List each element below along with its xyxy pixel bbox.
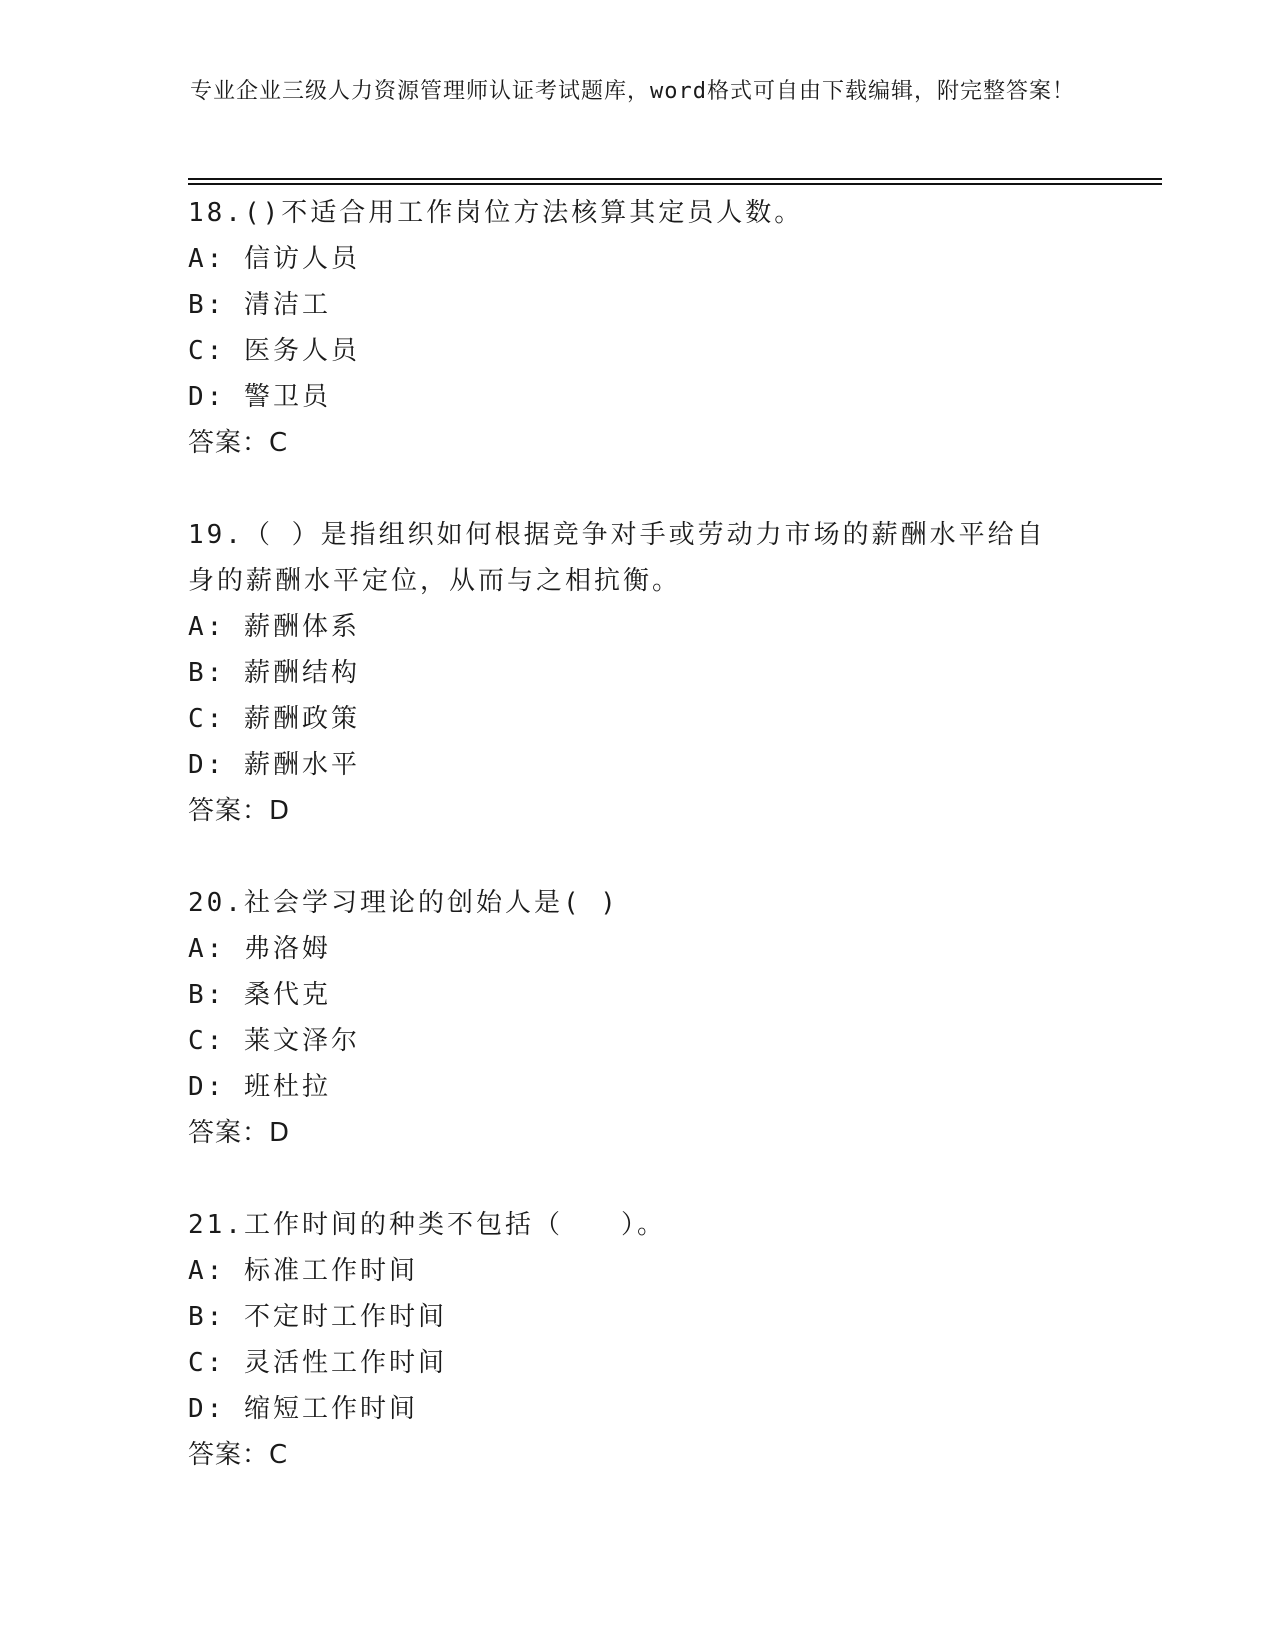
option-d: D: 缩短工作时间 [188,1394,418,1424]
question-20 [188,880,1068,1156]
option-b: B: 薪酬结构 [188,658,360,688]
option-d: D: 警卫员 [188,382,331,412]
option-b: B: 清洁工 [188,290,331,320]
header-divider-bottom [188,183,1162,185]
document-header: 专业企业三级人力资源管理师认证考试题库，word格式可自由下载编辑，附完整答案！ [190,79,1075,104]
option-a: A: 弗洛姆 [188,934,331,964]
question-21 [188,1202,1068,1478]
header-divider-top [188,178,1162,180]
option-a: A: 标准工作时间 [188,1256,418,1286]
option-c: C: 莱文泽尔 [188,1026,360,1056]
option-b: B: 桑代克 [188,980,331,1010]
option-c: C: 薪酬政策 [188,704,360,734]
question-stem: 21.工作时间的种类不包括（ ）。 [188,1210,666,1240]
question-list [188,190,1068,1524]
answer-line: 答案：D [188,1118,291,1148]
answer-line: 答案：D [188,796,291,826]
answer-line: 答案：C [188,1440,289,1470]
question-stem: 18.()不适合用工作岗位方法核算其定员人数。 [188,198,804,228]
option-a: A: 信访人员 [188,244,360,274]
option-d: D: 薪酬水平 [188,750,360,780]
answer-line: 答案：C [188,428,289,458]
question-stem: 20.社会学习理论的创始人是( ) [188,888,619,918]
option-c: C: 灵活性工作时间 [188,1348,447,1378]
option-d: D: 班杜拉 [188,1072,331,1102]
question-19 [188,512,1068,834]
option-c: C: 医务人员 [188,336,360,366]
question-stem: 19.（ ）是指组织如何根据竞争对手或劳动力市场的薪酬水平给自身的薪酬水平定位，从而与之相抗衡。 [188,520,1046,596]
option-a: A: 薪酬体系 [188,612,360,642]
option-b: B: 不定时工作时间 [188,1302,447,1332]
question-18 [188,190,1068,466]
